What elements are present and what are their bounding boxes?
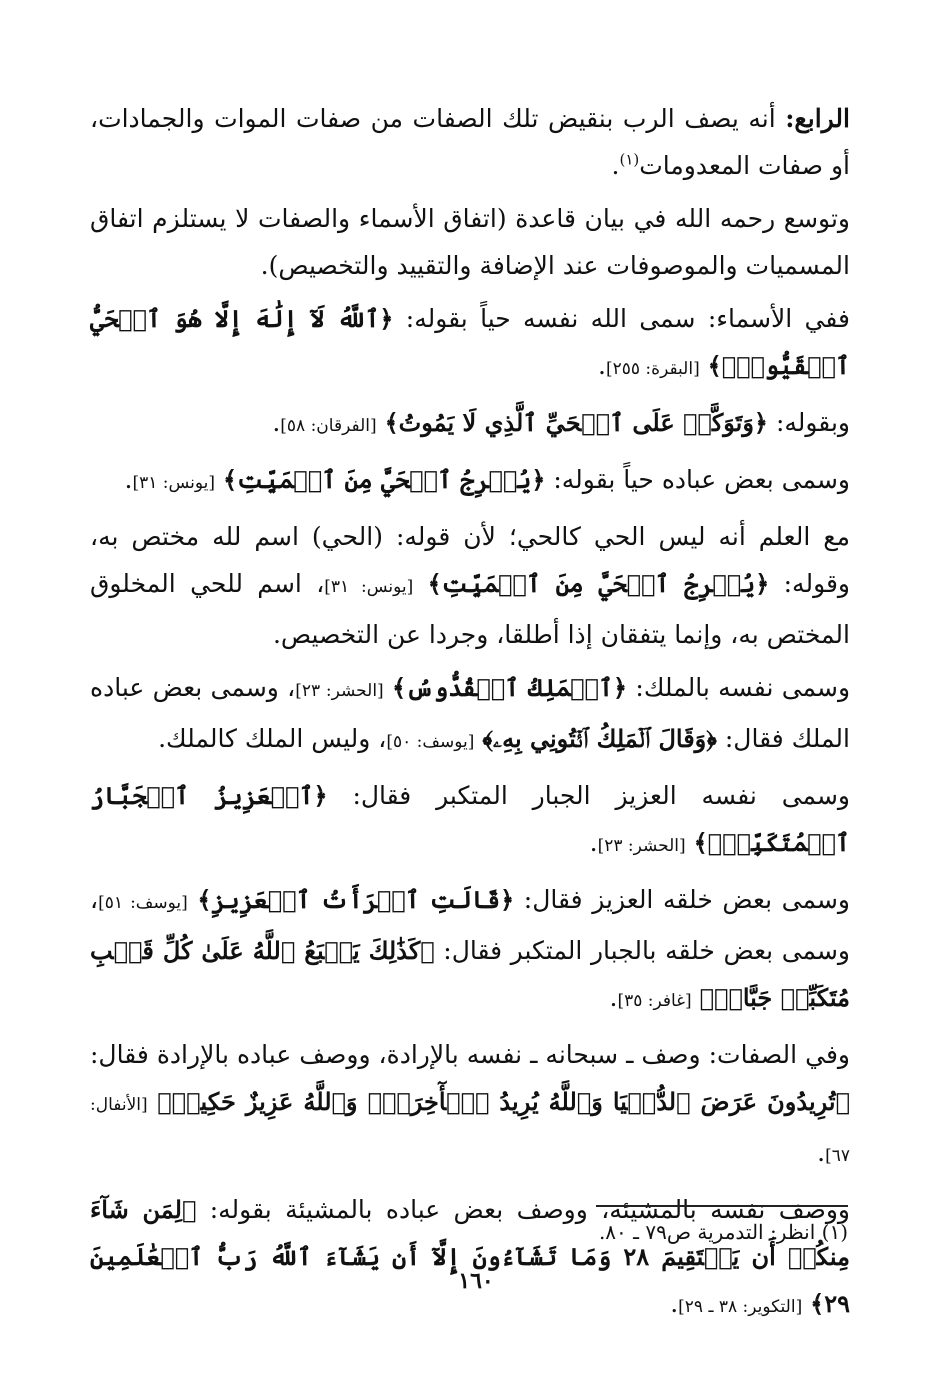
paragraph-ibad-hayy: [90, 456, 850, 507]
paragraph-tail: .: [124, 465, 133, 494]
verse-reference: [يوسف: ٥١]: [98, 893, 188, 913]
paragraph-tail-second: .: [609, 983, 618, 1012]
quran-verse: ﴿يُخۡرِجُ ٱلۡحَيَّ مِنَ ٱلۡمَيِّتِ﴾: [222, 465, 546, 494]
verse-reference: [التكوير: ٣٨ ـ ٢٩]: [678, 1297, 803, 1317]
paragraph-tail: .: [611, 151, 620, 180]
paragraph-names-hayy: [90, 295, 850, 393]
paragraph-tail: .: [598, 351, 606, 380]
paragraph-tail: .: [817, 1138, 826, 1167]
quran-verse: ﴿ٱلۡعَزِيزُ ٱلۡجَبَّارُ ٱلۡمُتَكَبِّرُۚ﴾: [90, 781, 850, 857]
paragraph-tawakkal: [90, 399, 850, 450]
paragraph-aziz-jabbar: [90, 772, 850, 870]
paragraph-text: وسمى نفسه العزيز الجبار المتكبر فقال:: [352, 781, 851, 810]
paragraph-tail: ، وسمى بعض خلقه بالجبار المتكبر فقال:: [90, 885, 851, 965]
paragraph-text: مع العلم أنه ليس الحي كالحي؛ لأن قوله: (الحي) اسم لله مختص به، وقوله:: [90, 522, 851, 598]
paragraph-tail: .: [272, 408, 281, 437]
paragraph-tail-second: ، وليس الملك كالملك.: [158, 724, 387, 753]
lead-word: الرابع:: [785, 104, 850, 133]
paragraph-text: ووصف نفسه بالمشيئة، ووصف بعض عباده بالمشيئة بقوله:: [209, 1195, 851, 1224]
quran-verse: ﴿وَتَوَكَّلۡ عَلَى ٱلۡحَيِّ ٱلَّذِي لَا يَمُوتُ﴾: [384, 408, 768, 437]
paragraph-maa-ilm: [90, 513, 850, 658]
footnote: [90, 1216, 848, 1248]
verse-reference: [الحشر: ٢٣]: [295, 681, 384, 701]
paragraph-tail: .: [670, 1289, 679, 1318]
paragraph-text: وسمى نفسه بالملك:: [635, 673, 851, 702]
quran-verse-second: ﴿كَذَٰلِكَ يَطۡبَعُ ٱللَّهُ عَلَىٰ كُلِّ قَلۡبِ مُتَكَبِّرٖ جَبَّارٖ﴾: [90, 936, 850, 1012]
page-body: [90, 95, 850, 1337]
quran-verse: ﴿تُرِيدُونَ عَرَضَ ٱلدُّنۡيَا وَٱللَّهُ يُرِيدُ ٱلۡأٓخِرَةَۗ وَٱللَّهُ عَزِيزٌ حَكِيمٞ﴾: [157, 1087, 850, 1116]
paragraph-rabi: [90, 95, 850, 189]
verse-reference: [يونس: ٣١]: [324, 577, 414, 597]
paragraph-text: وبقوله:: [775, 408, 850, 437]
quran-verse: ﴿يُخۡرِجُ ٱلۡحَيَّ مِنَ ٱلۡمَيِّتِ﴾: [427, 569, 770, 598]
paragraph-text: وسمى بعض عباده حياً بقوله:: [553, 465, 850, 494]
verse-reference: [الحشر: ٢٣]: [597, 836, 686, 856]
footnote-text: انظر: التدمرية ص٧٩ ـ ٨٠.: [598, 1220, 816, 1244]
verse-reference-second: [يوسف: ٥٠]: [386, 732, 475, 752]
paragraph-tawassu: [90, 195, 850, 289]
quran-verse: ﴿لِمَن شَآءَ مِنكُمۡ أَن يَسۡتَقِيمَ ٢٨ وَمَا تَشَآءُونَ إِلَّآ أَن يَشَآءَ ٱللَّهُ رَبُّ ٱلۡعَٰلَمِينَ ٢٩﴾: [90, 1195, 850, 1318]
paragraph-tail: ، وسمى بعض عباده الملك فقال:: [90, 673, 850, 753]
paragraph-text: أنه يصف الرب بنقيض تلك الصفات من صفات الموات والجمادات، أو صفات المعدومات: [90, 104, 850, 180]
paragraph-mashia: [90, 1186, 850, 1331]
verse-reference-second: [غافر: ٣٥]: [617, 991, 692, 1011]
paragraph-tail: ، اسم للحي المخلوق المختص به، وإنما يتفقان إذا أطلقا، وجردا عن التخصيص.: [90, 569, 850, 649]
paragraph-irada: [90, 1031, 850, 1180]
quran-verse-second: ﴿وَقَالَ ٱلۡمَلِكُ ٱئۡتُونِي بِهِۦ﴾: [482, 724, 717, 753]
footnote-number: (١): [821, 1220, 848, 1244]
quran-verse: ﴿ٱللَّهُ لَآ إِلَٰهَ إِلَّا هُوَ ٱلۡحَيُّ ٱلۡقَيُّومُۚ﴾: [90, 304, 850, 380]
quran-verse: ﴿قَالَتِ ٱمۡرَأَتُ ٱلۡعَزِيزِ﴾: [197, 885, 515, 914]
quran-verse: ﴿ٱلۡمَلِكُ ٱلۡقُدُّوسُ﴾: [392, 673, 628, 702]
verse-reference: [يونس: ٣١]: [132, 473, 216, 493]
verse-reference: [الفرقان: ٥٨]: [280, 416, 377, 436]
paragraph-text: ففي الأسماء: سمى الله نفسه حياً بقوله:: [405, 304, 850, 333]
paragraph-text: وسمى بعض خلقه العزيز فقال:: [523, 885, 850, 914]
paragraph-text: وفي الصفات: وصف ـ سبحانه ـ نفسه بالإرادة، ووصف عباده بالإرادة فقال:: [90, 1040, 850, 1069]
footnote-marker[interactable]: (١): [619, 150, 640, 169]
verse-reference: [البقرة: ٢٥٥]: [605, 359, 700, 379]
verse-reference: [الأنفال: ٦٧]: [90, 1095, 850, 1166]
paragraph-text: وتوسع رحمه الله في بيان قاعدة (اتفاق الأسماء والصفات لا يستلزم اتفاق المسميات والموصوفات عند الإضافة والتقييد والتخصيص).: [90, 204, 850, 280]
paragraph-tail: .: [589, 828, 598, 857]
page-number: ١٦٠: [458, 1268, 494, 1294]
footnote-divider: [596, 1205, 848, 1207]
paragraph-malik: [90, 664, 850, 766]
paragraph-khalq-aziz: [90, 876, 850, 1025]
